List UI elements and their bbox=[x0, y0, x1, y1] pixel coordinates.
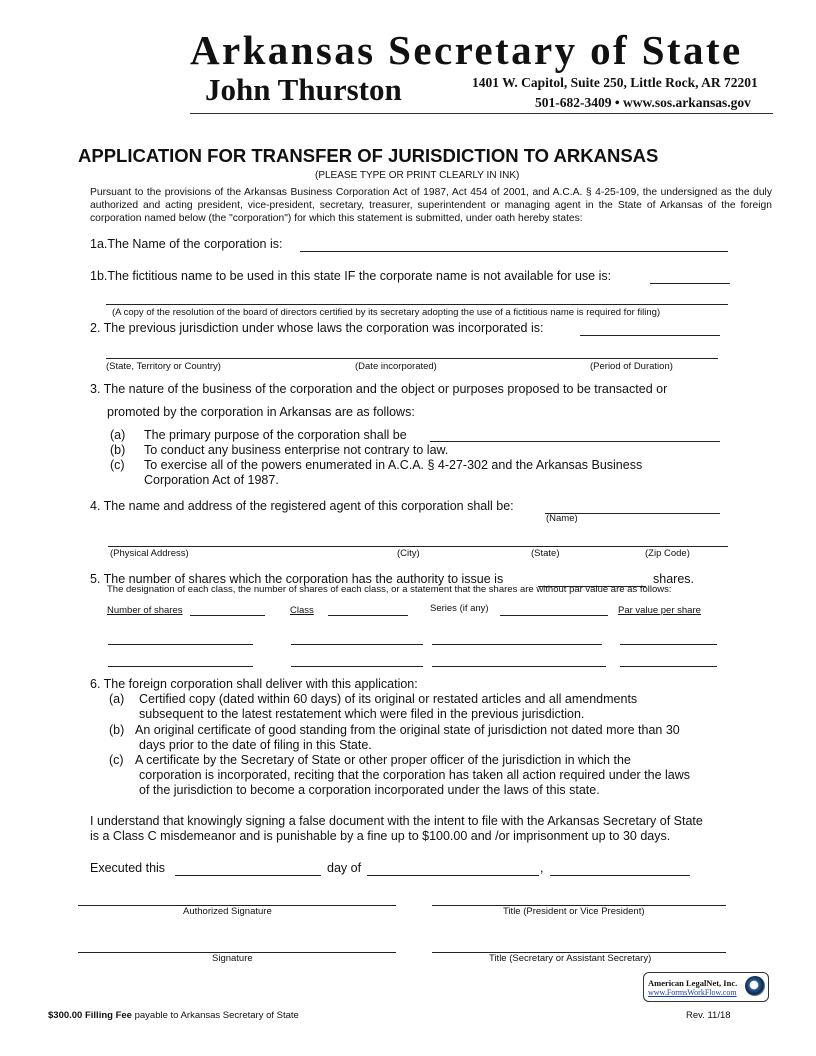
comma: , bbox=[540, 861, 544, 875]
date-label: (Date incorporated) bbox=[355, 361, 437, 372]
shares-row2-series[interactable] bbox=[432, 654, 606, 667]
executed-day-field[interactable] bbox=[175, 863, 321, 876]
duration-label: (Period of Duration) bbox=[590, 361, 673, 372]
q3c-key: (c) bbox=[110, 458, 125, 472]
warning-line-2: is a Class C misdemeanor and is punishable by a fine up to $100.00 and /or imprisonment up to 30 days. bbox=[90, 829, 671, 843]
fictitious-name-field[interactable] bbox=[650, 271, 730, 284]
form-title: APPLICATION FOR TRANSFER OF JURISDICTION TO ARKANSAS bbox=[78, 145, 659, 166]
col-series: Series (if any) bbox=[430, 603, 489, 614]
q1a-label: 1a.The Name of the corporation is: bbox=[90, 237, 283, 251]
shares-row1-number[interactable] bbox=[108, 632, 253, 645]
day-of-label: day of bbox=[327, 861, 362, 875]
q6b-text: An original certificate of good standing from the original state of jurisdiction not dated more than 30 bbox=[135, 723, 680, 737]
q6b-text-2: days prior to the date of filing in this State. bbox=[139, 738, 372, 752]
divider bbox=[328, 615, 408, 616]
globe-icon bbox=[745, 976, 765, 996]
shares-row2-class[interactable] bbox=[291, 654, 423, 667]
executed-label: Executed this bbox=[90, 861, 166, 875]
title-president-label: Title (President or Vice President) bbox=[503, 906, 645, 917]
state-label: (State, Territory or Country) bbox=[106, 361, 221, 372]
q3c-text: To exercise all of the powers enumerated in A.C.A. § 4-27-302 and the Arkansas Business bbox=[144, 458, 643, 472]
q5-label: 5. The number of shares which the corporation has the authority to issue is bbox=[90, 572, 504, 586]
authorized-signature-field[interactable] bbox=[78, 893, 396, 906]
executed-month-field[interactable] bbox=[367, 863, 539, 876]
shares-row1-series[interactable] bbox=[432, 632, 602, 645]
revision: Rev. 11/18 bbox=[686, 1010, 731, 1021]
filing-fee bbox=[48, 1010, 299, 1021]
q6b-key: (b) bbox=[109, 723, 125, 737]
shares-row2-par[interactable] bbox=[620, 654, 717, 667]
q6a-key: (a) bbox=[109, 692, 125, 706]
divider bbox=[500, 615, 608, 616]
title-secretary-field[interactable] bbox=[432, 940, 726, 953]
title-secretary-label: Title (Secretary or Assistant Secretary) bbox=[489, 953, 652, 964]
q6c-key: (c) bbox=[109, 753, 124, 767]
office-title: Arkansas Secretary of State bbox=[190, 27, 743, 73]
executed-year-field[interactable] bbox=[550, 863, 690, 876]
q6c-text-2: corporation is incorporated, reciting that the corporation has taken all action required under the laws bbox=[139, 768, 691, 782]
q4-label: 4. The name and address of the registered agent of this corporation shall be: bbox=[90, 499, 514, 513]
col-par-value: Par value per share bbox=[618, 605, 701, 616]
fictitious-name-field-2[interactable] bbox=[106, 292, 728, 305]
fee-amount: $300.00 Filling Fee bbox=[48, 1010, 132, 1021]
q3-label: 3. The nature of the business of the corporation and the object or purposes proposed to be transacted or bbox=[90, 382, 668, 396]
city-label: (City) bbox=[397, 548, 420, 559]
q6a-text-2: subsequent to the latest restatement which were filed in the previous jurisdiction. bbox=[139, 707, 585, 721]
instruction: (PLEASE TYPE OR PRINT CLEARLY IN INK) bbox=[315, 170, 520, 181]
office-address: 1401 W. Capitol, Suite 250, Little Rock, AR 72201 bbox=[472, 75, 758, 90]
secretary-name: John Thurston bbox=[205, 72, 402, 107]
shares-row1-par[interactable] bbox=[620, 632, 717, 645]
col-class: Class bbox=[290, 605, 314, 616]
shares-suffix: shares. bbox=[653, 572, 694, 586]
office-contact: 501-682-3409 • www.sos.arkansas.gov bbox=[535, 95, 751, 110]
shares-row1-class[interactable] bbox=[291, 632, 423, 645]
address-label: (Physical Address) bbox=[110, 548, 189, 559]
logo-link[interactable]: www.FormsWorkFlow.com bbox=[648, 988, 737, 997]
q1b-label: 1b.The fictitious name to be used in this state IF the corporate name is not available for use is: bbox=[90, 269, 612, 283]
header-divider bbox=[190, 113, 773, 114]
title-president-field[interactable] bbox=[432, 893, 726, 906]
q2-label: 2. The previous jurisdiction under whose laws the corporation was incorporated is: bbox=[90, 321, 544, 335]
q3b-text: To conduct any business enterprise not contrary to law. bbox=[144, 443, 449, 457]
agent-name-label: (Name) bbox=[546, 513, 578, 524]
previous-jurisdiction-field[interactable] bbox=[580, 323, 720, 336]
divider bbox=[190, 615, 265, 616]
q6a-text: Certified copy (dated within 60 days) of its original or restated articles and all amendments bbox=[139, 692, 638, 706]
q3a-key: (a) bbox=[110, 428, 126, 442]
corporation-name-field[interactable] bbox=[300, 239, 728, 252]
q6-label: 6. The foreign corporation shall deliver with this application: bbox=[90, 677, 418, 691]
q3-label-2: promoted by the corporation in Arkansas are as follows: bbox=[107, 405, 415, 419]
q3c-text-2: Corporation Act of 1987. bbox=[144, 473, 279, 487]
legalnet-logo bbox=[643, 972, 769, 1002]
signature-field[interactable] bbox=[78, 940, 396, 953]
warning-line-1: I understand that knowingly signing a false document with the intent to file with the Arkansas Secretary of State bbox=[90, 814, 703, 828]
shares-row2-number[interactable] bbox=[108, 654, 253, 667]
intro-paragraph: Pursuant to the provisions of the Arkansas Business Corporation Act of 1987, Act 454 of 2001, and A.C.A. § 4-25-109, the undersigned as the duly authorized and acting president, vice-president, secretary, treasurer, superintendent or managing agent in the State of Arkansas of the foreign corporation named below (the "corporation") for which this statement is submitted, under oath hereby states: bbox=[90, 187, 772, 224]
signature-label: Signature bbox=[212, 953, 253, 964]
col-number-of-shares: Number of shares bbox=[107, 605, 183, 616]
logo-name: American LegalNet, Inc. bbox=[648, 978, 738, 988]
jurisdiction-details-field[interactable] bbox=[106, 346, 718, 359]
authorized-signature-label: Authorized Signature bbox=[183, 906, 272, 917]
agent-state-label: (State) bbox=[531, 548, 560, 559]
q3a-text: The primary purpose of the corporation shall be bbox=[144, 428, 407, 442]
q5-note: The designation of each class, the number of shares of each class, or a statement that the shares are without par value are as follows: bbox=[107, 584, 672, 595]
q3b-key: (b) bbox=[110, 443, 126, 457]
fee-payee: payable to Arkansas Secretary of State bbox=[131, 1010, 299, 1021]
agent-address-field[interactable] bbox=[108, 534, 728, 547]
primary-purpose-field[interactable] bbox=[430, 429, 720, 442]
q6c-text: A certificate by the Secretary of State or other proper officer of the jurisdiction in which the bbox=[135, 753, 631, 767]
zip-label: (Zip Code) bbox=[645, 548, 690, 559]
q1b-note: (A copy of the resolution of the board of directors certified by its secretary adopting the use of a fictitious name is required for filing) bbox=[112, 307, 661, 318]
q6c-text-3: of the jurisdiction to become a corporation incorporated under the laws of this state. bbox=[139, 783, 600, 797]
